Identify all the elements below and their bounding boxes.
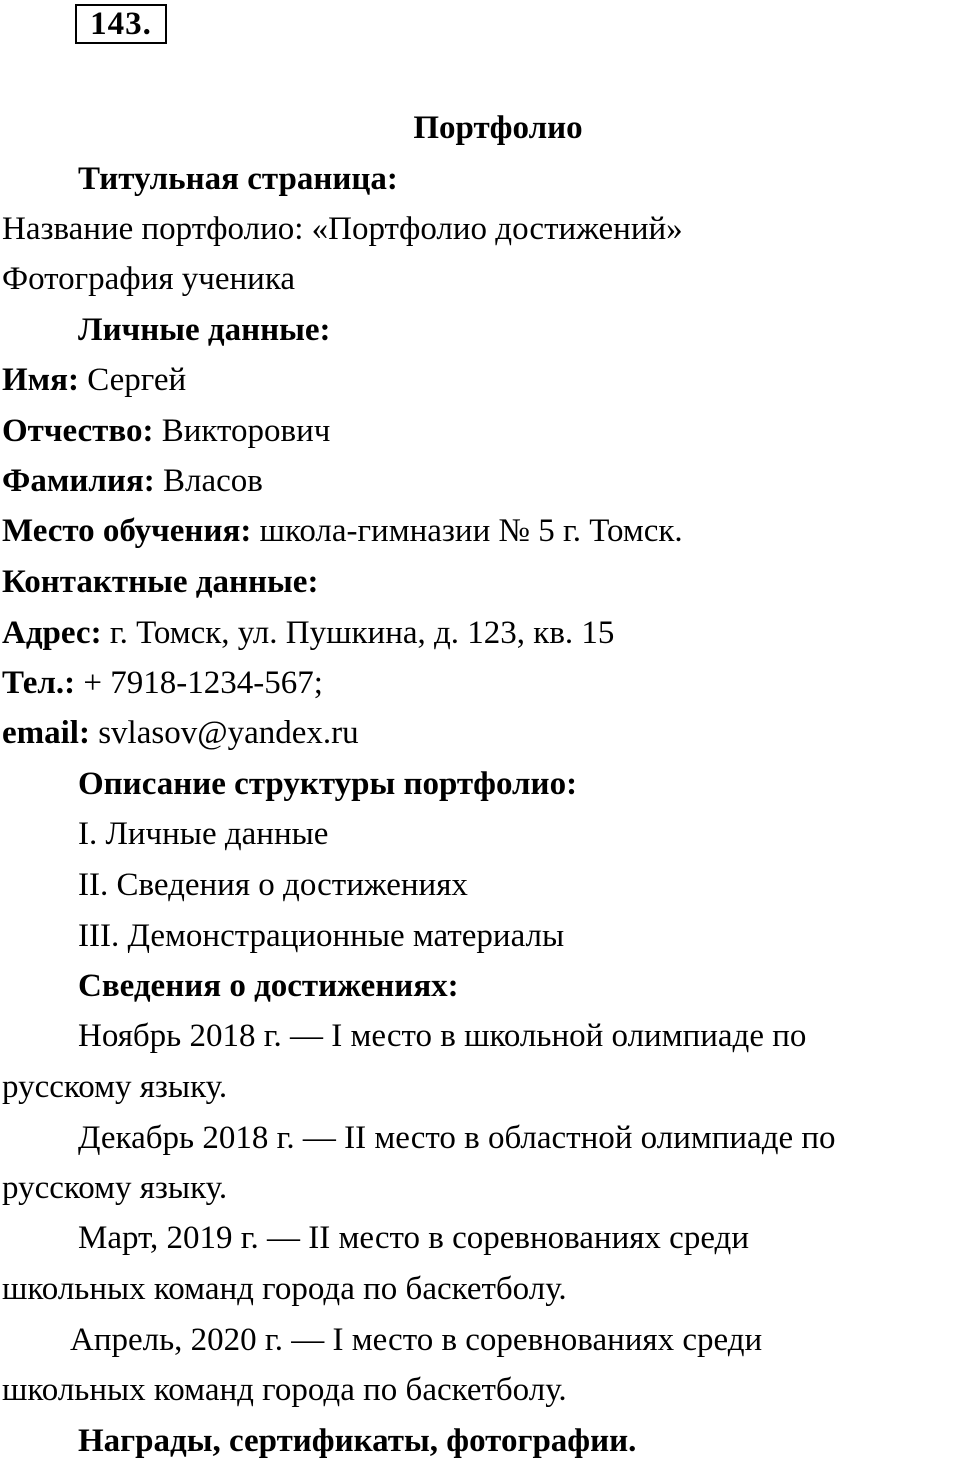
patronymic-row	[2, 411, 330, 451]
achievement-line: Ноябрь 2018 г. — I место в школьной олимпиаде по	[78, 1018, 807, 1054]
achievement-line: Апрель, 2020 г. — I место в соревнованиях среди	[70, 1322, 763, 1358]
last-name-label: Фамилия:	[2, 463, 155, 499]
structure-item: III. Демонстрационные материалы	[78, 918, 565, 954]
structure-heading: Описание структуры портфолио:	[78, 766, 578, 802]
structure-item: I. Личные данные	[78, 816, 329, 852]
school-value: школа-гимназии № 5 г. Томск.	[251, 513, 683, 549]
first-name-label: Имя:	[2, 362, 79, 398]
achievement-line: Март, 2019 г. — II место в соревнованиях среди	[78, 1220, 749, 1256]
patronymic-label: Отчество:	[2, 413, 154, 449]
achievement-line: Декабрь 2018 г. — II место в областной олимпиаде по	[78, 1120, 836, 1156]
address-label: Адрес:	[2, 615, 102, 651]
achievement-line: русскому языку.	[2, 1170, 228, 1206]
structure-item: II. Сведения о достижениях	[78, 867, 468, 903]
exercise-number: 143.	[75, 4, 167, 44]
phone-label: Тел.:	[2, 665, 76, 701]
school-label: Место обучения:	[2, 513, 252, 549]
achievement-line: школьных команд города по баскетболу.	[2, 1271, 567, 1307]
email-value: svlasov@yandex.ru	[89, 715, 359, 751]
first-name-value: Сергей	[79, 362, 187, 398]
last-name-value: Власов	[154, 463, 263, 499]
school-row	[2, 511, 683, 551]
address-value: г. Томск, ул. Пушкина, д. 123, кв. 15	[101, 615, 615, 651]
achievements-heading: Сведения о достижениях:	[78, 968, 459, 1004]
first-name-row	[2, 360, 186, 400]
email-row	[2, 713, 359, 753]
achievement-line: школьных команд города по баскетболу.	[2, 1372, 567, 1408]
contacts-heading: Контактные данные:	[2, 564, 319, 600]
student-photo-line: Фотография ученика	[2, 261, 296, 297]
phone-value: + 7918-1234-567;	[75, 665, 323, 701]
personal-data-heading: Личные данные:	[78, 312, 331, 348]
last-name-row	[2, 461, 263, 501]
title-page-heading: Титульная страница:	[78, 161, 398, 197]
awards-heading: Награды, сертификаты, фотографии.	[78, 1423, 637, 1459]
achievement-line: русскому языку.	[2, 1069, 228, 1105]
page-title: Портфолио	[413, 110, 583, 146]
portfolio-name-line: Название портфолио: «Портфолио достижений»	[2, 211, 683, 247]
phone-row	[2, 663, 323, 703]
patronymic-value: Викторович	[153, 413, 331, 449]
email-label: email:	[2, 715, 90, 751]
address-row	[2, 613, 614, 653]
